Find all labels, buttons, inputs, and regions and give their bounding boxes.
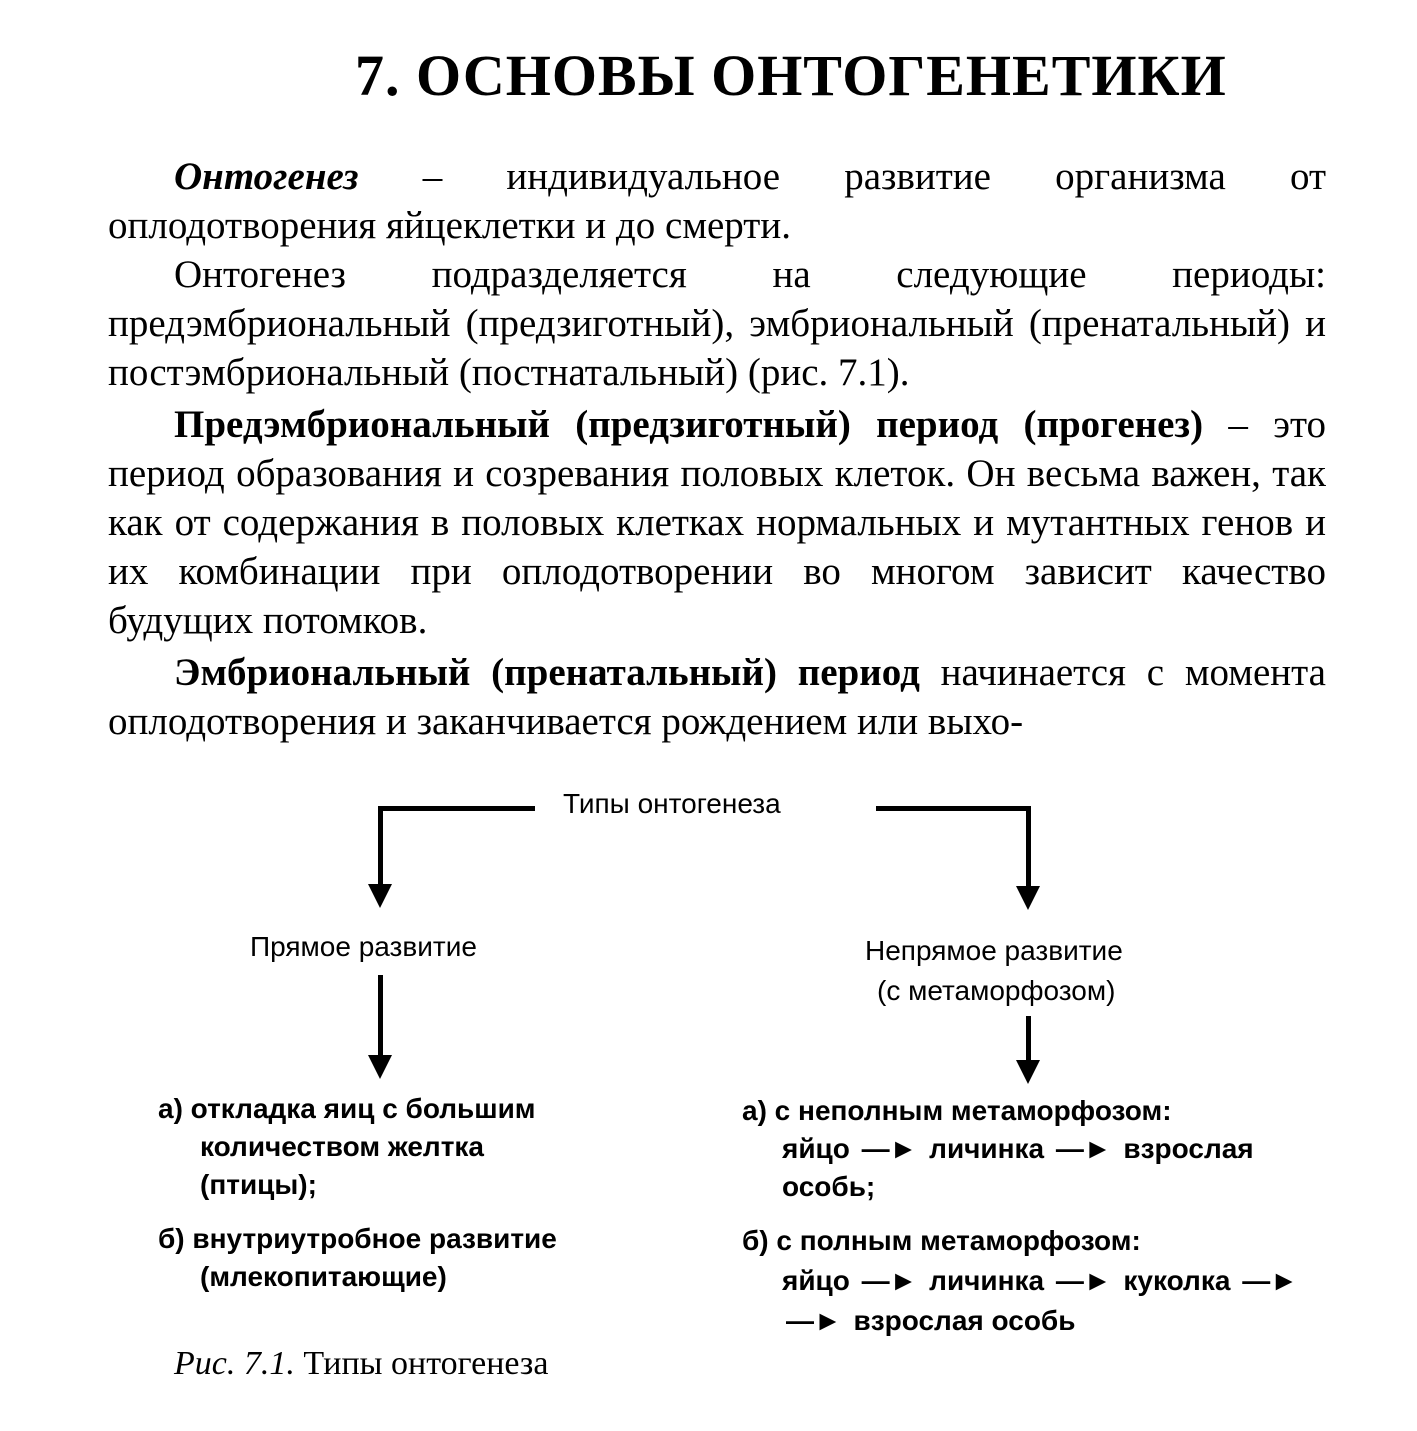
paragraph-text: – индивидуальное развитие организма от оплодотворения яйцеклетки и до смерти. xyxy=(108,155,1326,247)
connector-line xyxy=(1026,1016,1031,1064)
direct-development-title: Прямое развитие xyxy=(250,931,477,962)
arrow-right-icon: —► xyxy=(786,1305,842,1336)
connector-line xyxy=(1026,806,1031,888)
arrow-down-icon xyxy=(1016,1060,1040,1084)
paragraph-periods xyxy=(108,250,1326,397)
term-embryonic: Эмбриональный (пренатальный) период xyxy=(174,651,920,694)
direct-item-b-line2: (млекопитающие) xyxy=(200,1261,447,1292)
arrow-right-icon: —► xyxy=(861,1133,918,1164)
stage-pupa: куколка xyxy=(1123,1265,1231,1296)
indirect-item-b-title: б) с полным метаморфозом: xyxy=(742,1225,1141,1256)
direct-item-a-line2: количеством желтка xyxy=(200,1131,485,1162)
stage-egg: яйцо xyxy=(782,1133,850,1164)
paragraph-ontogenesis-definition xyxy=(108,152,1326,250)
arrow-down-icon xyxy=(368,884,392,908)
paragraph-preembryonic xyxy=(108,400,1326,645)
figure-caption xyxy=(174,1345,548,1383)
diagram-root-label: Типы онтогенеза xyxy=(563,788,781,819)
page-title: 7. ОСНОВЫ ОНТОГЕНЕТИКИ xyxy=(355,43,1227,108)
paragraph-text: – это период образования и созревания половых клеток. Он весьма важен, так как от содержания в половых клетках нормальных и мутантных генов и их комбинации при оплодотворении во многом зависит качество будущих потомков. xyxy=(108,403,1326,642)
paragraph-text: Онтогенез подразделяется на следующие периоды: предэмбриональный (предзиготный), эмбриональный (пренатальный) и постэмбриональный (постнатальный) (рис. 7.1). xyxy=(108,253,1326,394)
arrow-right-icon: —► xyxy=(861,1265,918,1296)
indirect-development-subtitle: (с метаморфозом) xyxy=(877,975,1116,1006)
indirect-development-title: Непрямое развитие xyxy=(865,935,1123,966)
indirect-item-a-flow xyxy=(782,1130,1254,1167)
connector-line xyxy=(378,806,383,886)
figure-number: Рис. 7.1. xyxy=(174,1345,295,1382)
connector-line xyxy=(380,806,535,811)
stage-egg: яйцо xyxy=(782,1265,850,1296)
stage-larva: личинка xyxy=(929,1265,1045,1296)
stage-larva: личинка xyxy=(929,1133,1045,1164)
arrow-down-icon xyxy=(368,1055,392,1079)
indirect-item-a-title: а) с неполным метаморфозом: xyxy=(742,1095,1172,1126)
arrow-right-icon: —► xyxy=(1055,1133,1112,1164)
indirect-item-b-flow xyxy=(782,1262,1302,1299)
direct-item-a-line1: а) откладка яиц с большим xyxy=(158,1093,536,1124)
connector-line xyxy=(378,975,383,1057)
indirect-item-b-tail xyxy=(782,1302,1075,1339)
stage-adult: взрослая xyxy=(1123,1133,1254,1164)
paragraph-embryonic xyxy=(108,648,1326,746)
paragraph-text: начинается с момента оплодотворения и заканчивается рождением или выхо- xyxy=(108,651,1326,743)
arrow-right-icon: —► xyxy=(1055,1265,1112,1296)
stage-adult: взрослая особь xyxy=(853,1305,1076,1336)
direct-item-b-line1: б) внутриутробное развитие xyxy=(158,1223,557,1254)
connector-line xyxy=(876,806,1031,811)
arrow-down-icon xyxy=(1016,886,1040,910)
term-ontogenesis: Онтогенез xyxy=(174,155,359,198)
term-preembryonic: Предэмбриональный (предзиготный) период (прогенез) xyxy=(174,403,1204,446)
arrow-right-icon: —► xyxy=(1242,1265,1298,1296)
figure-caption-text: Типы онтогенеза xyxy=(294,1345,549,1382)
indirect-item-a-tail: особь; xyxy=(782,1171,876,1202)
direct-item-a-line3: (птицы); xyxy=(200,1169,317,1200)
